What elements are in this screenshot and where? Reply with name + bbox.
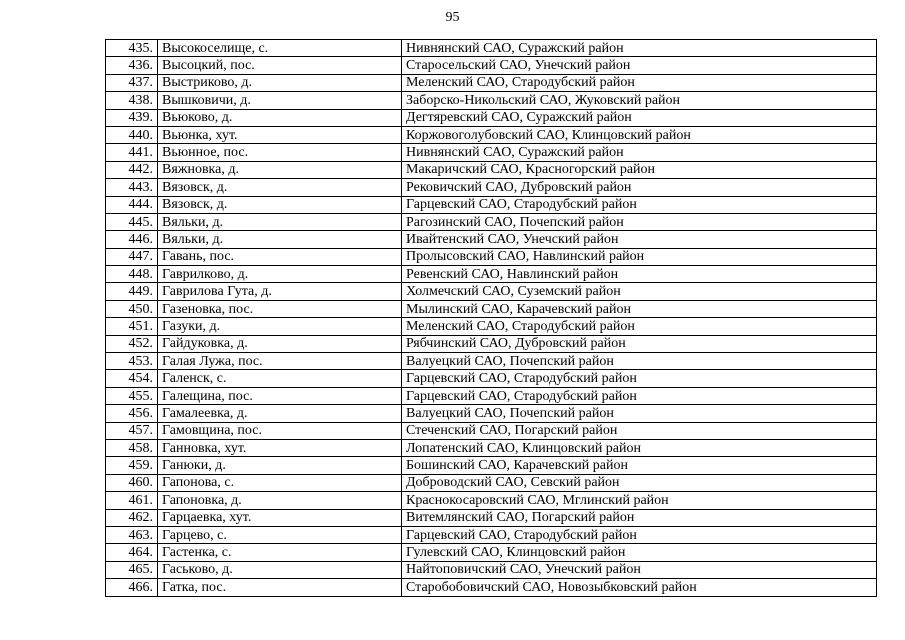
administrative-unit: Холмечский САО, Суземский район	[402, 283, 877, 300]
row-number: 460.	[106, 474, 158, 491]
administrative-unit: Ревенский САО, Навлинский район	[402, 266, 877, 283]
row-number: 439.	[106, 109, 158, 126]
administrative-unit: Краснокосаровский САО, Мглинский район	[402, 492, 877, 509]
administrative-unit: Макаричский САО, Красногорский район	[402, 161, 877, 178]
table-row	[106, 335, 877, 352]
administrative-unit: Ивайтенский САО, Унечский район	[402, 231, 877, 248]
row-number: 451.	[106, 318, 158, 335]
row-number: 465.	[106, 561, 158, 578]
administrative-unit: Витемлянский САО, Погарский район	[402, 509, 877, 526]
table-row	[106, 457, 877, 474]
table-row	[106, 92, 877, 109]
settlement-name: Гарцево, с.	[158, 526, 402, 543]
table-row	[106, 422, 877, 439]
administrative-unit: Гарцевский САО, Стародубский район	[402, 196, 877, 213]
row-number: 450.	[106, 300, 158, 317]
administrative-unit: Пролысовский САО, Навлинский район	[402, 248, 877, 265]
table-row	[106, 231, 877, 248]
settlement-name: Вьюнка, хут.	[158, 126, 402, 143]
settlement-name: Газеновка, пос.	[158, 300, 402, 317]
administrative-unit: Дегтяревский САО, Суражский район	[402, 109, 877, 126]
row-number: 437.	[106, 74, 158, 91]
settlement-name: Гамовщина, пос.	[158, 422, 402, 439]
administrative-unit: Гарцевский САО, Стародубский район	[402, 526, 877, 543]
table-row	[106, 318, 877, 335]
table-row	[106, 161, 877, 178]
table-row	[106, 579, 877, 596]
row-number: 456.	[106, 405, 158, 422]
settlement-name: Гарцаевка, хут.	[158, 509, 402, 526]
settlement-name: Выстриково, д.	[158, 74, 402, 91]
table-row	[106, 300, 877, 317]
settlement-name: Гапоновка, д.	[158, 492, 402, 509]
table-row	[106, 283, 877, 300]
row-number: 463.	[106, 526, 158, 543]
row-number: 442.	[106, 161, 158, 178]
settlement-name: Ганновка, хут.	[158, 439, 402, 456]
table-row	[106, 213, 877, 230]
table-row	[106, 405, 877, 422]
table-row	[106, 196, 877, 213]
settlement-name: Галая Лужа, пос.	[158, 353, 402, 370]
settlement-name: Вьюнное, пос.	[158, 144, 402, 161]
row-number: 440.	[106, 126, 158, 143]
row-number: 448.	[106, 266, 158, 283]
administrative-unit: Меленский САО, Стародубский район	[402, 318, 877, 335]
row-number: 444.	[106, 196, 158, 213]
settlement-name: Гаврилково, д.	[158, 266, 402, 283]
administrative-unit: Валуецкий САО, Почепский район	[402, 405, 877, 422]
administrative-unit: Старосельский САО, Унечский район	[402, 57, 877, 74]
table-row	[106, 57, 877, 74]
table-row	[106, 509, 877, 526]
row-number: 466.	[106, 579, 158, 596]
settlements-table	[105, 39, 877, 597]
settlement-name: Гапонова, с.	[158, 474, 402, 491]
row-number: 445.	[106, 213, 158, 230]
row-number: 435.	[106, 40, 158, 57]
table-row	[106, 40, 877, 57]
row-number: 438.	[106, 92, 158, 109]
table-row	[106, 492, 877, 509]
settlement-name: Газуки, д.	[158, 318, 402, 335]
row-number: 453.	[106, 353, 158, 370]
table-row	[106, 474, 877, 491]
settlement-name: Высокоселище, с.	[158, 40, 402, 57]
row-number: 436.	[106, 57, 158, 74]
administrative-unit: Мылинский САО, Карачевский район	[402, 300, 877, 317]
table-row	[106, 439, 877, 456]
settlement-name: Гаськово, д.	[158, 561, 402, 578]
table-row	[106, 179, 877, 196]
table-row	[106, 144, 877, 161]
administrative-unit: Лопатенский САО, Клинцовский район	[402, 439, 877, 456]
settlement-name: Гатка, пос.	[158, 579, 402, 596]
row-number: 452.	[106, 335, 158, 352]
row-number: 447.	[106, 248, 158, 265]
administrative-unit: Меленский САО, Стародубский район	[402, 74, 877, 91]
table-row	[106, 526, 877, 543]
administrative-unit: Гарцевский САО, Стародубский район	[402, 370, 877, 387]
administrative-unit: Рагозинский САО, Почепский район	[402, 213, 877, 230]
row-number: 443.	[106, 179, 158, 196]
row-number: 458.	[106, 439, 158, 456]
table-row	[106, 74, 877, 91]
table-row	[106, 353, 877, 370]
row-number: 461.	[106, 492, 158, 509]
row-number: 455.	[106, 387, 158, 404]
table-body	[106, 40, 877, 597]
administrative-unit: Нивнянский САО, Суражский район	[402, 144, 877, 161]
administrative-unit: Нивнянский САО, Суражский район	[402, 40, 877, 57]
table-row	[106, 266, 877, 283]
table-row	[106, 561, 877, 578]
settlement-name: Вяжновка, д.	[158, 161, 402, 178]
settlement-name: Гамалеевка, д.	[158, 405, 402, 422]
row-number: 459.	[106, 457, 158, 474]
administrative-unit: Заборско-Никольский САО, Жуковский район	[402, 92, 877, 109]
page-number: 95	[445, 10, 460, 25]
administrative-unit: Гарцевский САО, Стародубский район	[402, 387, 877, 404]
settlement-name: Галещина, пос.	[158, 387, 402, 404]
administrative-unit: Рековичский САО, Дубровский район	[402, 179, 877, 196]
table-row	[106, 109, 877, 126]
administrative-unit: Рябчинский САО, Дубровский район	[402, 335, 877, 352]
settlement-name: Гавань, пос.	[158, 248, 402, 265]
settlement-name: Вьюково, д.	[158, 109, 402, 126]
row-number: 464.	[106, 544, 158, 561]
settlement-name: Гаврилова Гута, д.	[158, 283, 402, 300]
table-row	[106, 126, 877, 143]
settlement-name: Вяльки, д.	[158, 231, 402, 248]
administrative-unit: Коржовоголубовский САО, Клинцовский район	[402, 126, 877, 143]
settlement-name: Гастенка, с.	[158, 544, 402, 561]
administrative-unit: Доброводский САО, Севский район	[402, 474, 877, 491]
administrative-unit: Валуецкий САО, Почепский район	[402, 353, 877, 370]
row-number: 446.	[106, 231, 158, 248]
row-number: 441.	[106, 144, 158, 161]
administrative-unit: Гулевский САО, Клинцовский район	[402, 544, 877, 561]
settlement-name: Вязовск, д.	[158, 196, 402, 213]
table-row	[106, 387, 877, 404]
row-number: 457.	[106, 422, 158, 439]
row-number: 462.	[106, 509, 158, 526]
settlement-name: Высоцкий, пос.	[158, 57, 402, 74]
administrative-unit: Бошинский САО, Карачевский район	[402, 457, 877, 474]
settlement-name: Вышковичи, д.	[158, 92, 402, 109]
administrative-unit: Старобобовичский САО, Новозыбковский район	[402, 579, 877, 596]
settlement-name: Ганюки, д.	[158, 457, 402, 474]
table-row	[106, 248, 877, 265]
table-row	[106, 544, 877, 561]
row-number: 449.	[106, 283, 158, 300]
administrative-unit: Найтоповичский САО, Унечский район	[402, 561, 877, 578]
settlement-name: Вяльки, д.	[158, 213, 402, 230]
table-row	[106, 370, 877, 387]
settlement-name: Гайдуковка, д.	[158, 335, 402, 352]
administrative-unit: Стеченский САО, Погарский район	[402, 422, 877, 439]
settlement-name: Галенск, с.	[158, 370, 402, 387]
settlement-name: Вязовск, д.	[158, 179, 402, 196]
row-number: 454.	[106, 370, 158, 387]
